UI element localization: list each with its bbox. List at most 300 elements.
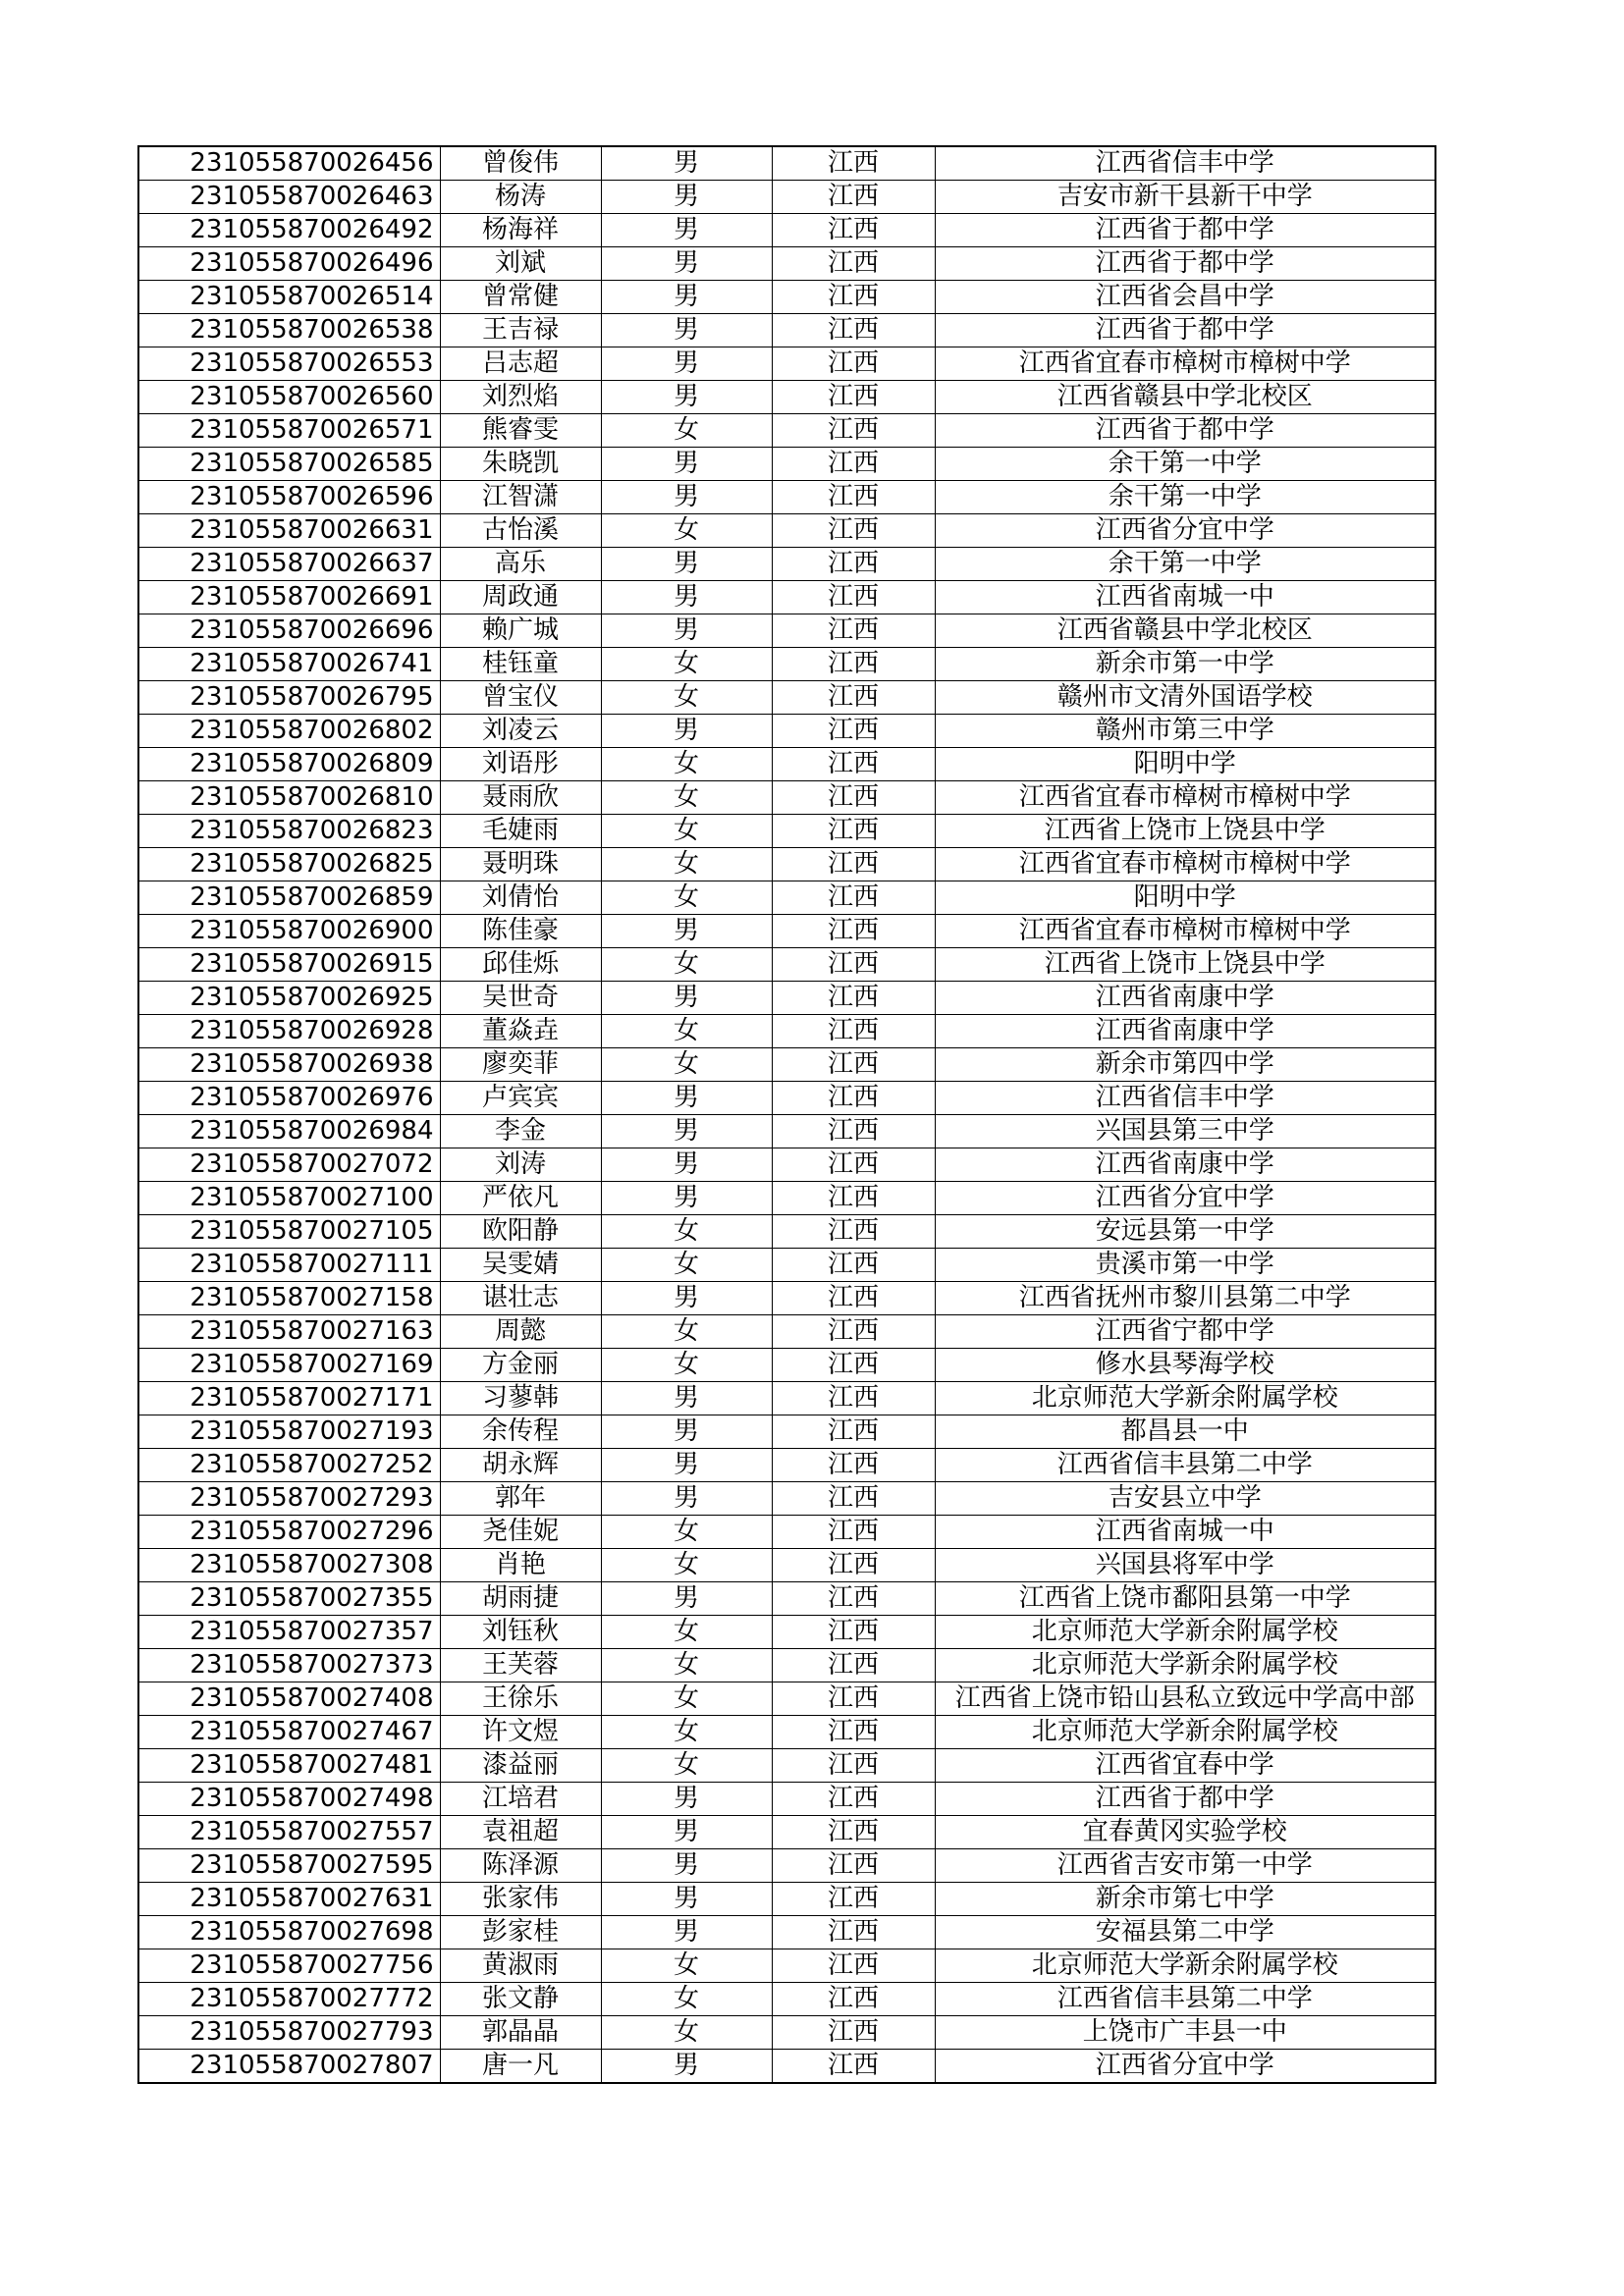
student-name-cell: 熊睿雯 xyxy=(440,414,601,448)
school-cell: 江西省分宜中学 xyxy=(935,1182,1435,1215)
school-cell: 兴国县第三中学 xyxy=(935,1115,1435,1148)
school-cell: 吉安县立中学 xyxy=(935,1482,1435,1516)
province-cell: 江西 xyxy=(772,1916,935,1949)
table-row xyxy=(138,748,1435,781)
school-cell: 余干第一中学 xyxy=(935,548,1435,581)
student-name-cell: 吕志超 xyxy=(440,347,601,381)
gender-cell: 男 xyxy=(601,1916,772,1949)
school-cell: 江西省南康中学 xyxy=(935,1148,1435,1182)
province-cell: 江西 xyxy=(772,614,935,648)
school-cell: 江西省信丰县第二中学 xyxy=(935,1983,1435,2016)
province-cell: 江西 xyxy=(772,548,935,581)
province-cell: 江西 xyxy=(772,1849,935,1883)
student-name-cell: 陈佳豪 xyxy=(440,915,601,948)
table-row xyxy=(138,1682,1435,1716)
gender-cell: 男 xyxy=(601,1282,772,1315)
table-row xyxy=(138,1482,1435,1516)
student-id-cell: 231055870027072 xyxy=(138,1148,440,1182)
student-id-cell: 231055870027296 xyxy=(138,1516,440,1549)
province-cell: 江西 xyxy=(772,381,935,414)
table-row xyxy=(138,414,1435,448)
province-cell: 江西 xyxy=(772,1616,935,1649)
student-id-cell: 231055870026463 xyxy=(138,181,440,214)
province-cell: 江西 xyxy=(772,1215,935,1249)
student-name-cell: 吴雯婧 xyxy=(440,1249,601,1282)
school-cell: 江西省于都中学 xyxy=(935,1783,1435,1816)
province-cell: 江西 xyxy=(772,146,935,181)
student-name-cell: 杨涛 xyxy=(440,181,601,214)
table-row xyxy=(138,1182,1435,1215)
table-row xyxy=(138,1382,1435,1415)
table-row xyxy=(138,715,1435,748)
student-name-cell: 古怡溪 xyxy=(440,514,601,548)
gender-cell: 男 xyxy=(601,448,772,481)
gender-cell: 男 xyxy=(601,1849,772,1883)
student-name-cell: 刘倩怡 xyxy=(440,881,601,915)
province-cell: 江西 xyxy=(772,1883,935,1916)
school-cell: 江西省分宜中学 xyxy=(935,514,1435,548)
province-cell: 江西 xyxy=(772,247,935,281)
province-cell: 江西 xyxy=(772,181,935,214)
table-row xyxy=(138,1549,1435,1582)
student-id-cell: 231055870026514 xyxy=(138,281,440,314)
student-name-cell: 胡雨捷 xyxy=(440,1582,601,1616)
school-cell: 江西省宜春市樟树市樟树中学 xyxy=(935,915,1435,948)
student-name-cell: 江培君 xyxy=(440,1783,601,1816)
gender-cell: 女 xyxy=(601,1616,772,1649)
table-row xyxy=(138,1783,1435,1816)
gender-cell: 男 xyxy=(601,2050,772,2084)
school-cell: 新余市第一中学 xyxy=(935,648,1435,681)
student-name-cell: 吴世奇 xyxy=(440,982,601,1015)
province-cell: 江西 xyxy=(772,715,935,748)
table-row xyxy=(138,2050,1435,2084)
school-cell: 江西省抚州市黎川县第二中学 xyxy=(935,1282,1435,1315)
gender-cell: 女 xyxy=(601,1949,772,1983)
province-cell: 江西 xyxy=(772,648,935,681)
table-row xyxy=(138,548,1435,581)
table-row xyxy=(138,1282,1435,1315)
province-cell: 江西 xyxy=(772,214,935,247)
gender-cell: 男 xyxy=(601,1115,772,1148)
gender-cell: 男 xyxy=(601,915,772,948)
student-name-cell: 黄淑雨 xyxy=(440,1949,601,1983)
table-row xyxy=(138,1582,1435,1616)
student-id-cell: 231055870027772 xyxy=(138,1983,440,2016)
gender-cell: 女 xyxy=(601,1516,772,1549)
gender-cell: 男 xyxy=(601,1449,772,1482)
school-cell: 江西省于都中学 xyxy=(935,247,1435,281)
province-cell: 江西 xyxy=(772,1449,935,1482)
student-name-cell: 袁祖超 xyxy=(440,1816,601,1849)
student-name-cell: 刘烈焰 xyxy=(440,381,601,414)
student-name-cell: 漆益丽 xyxy=(440,1749,601,1783)
student-id-cell: 231055870027252 xyxy=(138,1449,440,1482)
school-cell: 宜春黄冈实验学校 xyxy=(935,1816,1435,1849)
province-cell: 江西 xyxy=(772,1082,935,1115)
student-id-cell: 231055870027557 xyxy=(138,1816,440,1849)
table-row xyxy=(138,848,1435,881)
student-id-cell: 231055870026810 xyxy=(138,781,440,815)
student-id-cell: 231055870027408 xyxy=(138,1682,440,1716)
province-cell: 江西 xyxy=(772,781,935,815)
school-cell: 江西省宜春市樟树市樟树中学 xyxy=(935,848,1435,881)
student-name-cell: 卢宾宾 xyxy=(440,1082,601,1115)
gender-cell: 男 xyxy=(601,1883,772,1916)
gender-cell: 男 xyxy=(601,481,772,514)
school-cell: 江西省南城一中 xyxy=(935,581,1435,614)
table-row xyxy=(138,1415,1435,1449)
school-cell: 江西省上饶市上饶县中学 xyxy=(935,815,1435,848)
gender-cell: 女 xyxy=(601,681,772,715)
province-cell: 江西 xyxy=(772,1649,935,1682)
student-name-cell: 王徐乐 xyxy=(440,1682,601,1716)
student-id-cell: 231055870027357 xyxy=(138,1616,440,1649)
table-row xyxy=(138,881,1435,915)
province-cell: 江西 xyxy=(772,1983,935,2016)
school-cell: 江西省宜春市樟树市樟树中学 xyxy=(935,781,1435,815)
province-cell: 江西 xyxy=(772,948,935,982)
student-id-cell: 231055870027293 xyxy=(138,1482,440,1516)
student-id-cell: 231055870027308 xyxy=(138,1549,440,1582)
student-id-cell: 231055870026696 xyxy=(138,614,440,648)
gender-cell: 男 xyxy=(601,381,772,414)
gender-cell: 男 xyxy=(601,1816,772,1849)
gender-cell: 男 xyxy=(601,214,772,247)
table-row xyxy=(138,146,1435,181)
table-row xyxy=(138,181,1435,214)
table-row xyxy=(138,1816,1435,1849)
province-cell: 江西 xyxy=(772,448,935,481)
student-name-cell: 严依凡 xyxy=(440,1182,601,1215)
province-cell: 江西 xyxy=(772,1182,935,1215)
gender-cell: 男 xyxy=(601,1082,772,1115)
school-cell: 江西省南康中学 xyxy=(935,1015,1435,1048)
table-row xyxy=(138,481,1435,514)
student-name-cell: 高乐 xyxy=(440,548,601,581)
gender-cell: 女 xyxy=(601,1749,772,1783)
province-cell: 江西 xyxy=(772,1682,935,1716)
province-cell: 江西 xyxy=(772,1115,935,1148)
student-id-cell: 231055870026915 xyxy=(138,948,440,982)
gender-cell: 女 xyxy=(601,2016,772,2050)
table-row xyxy=(138,1516,1435,1549)
province-cell: 江西 xyxy=(772,1282,935,1315)
province-cell: 江西 xyxy=(772,2050,935,2084)
student-id-cell: 231055870026691 xyxy=(138,581,440,614)
student-id-cell: 231055870027111 xyxy=(138,1249,440,1282)
student-id-cell: 231055870026631 xyxy=(138,514,440,548)
school-cell: 江西省分宜中学 xyxy=(935,2050,1435,2084)
school-cell: 修水县琴海学校 xyxy=(935,1349,1435,1382)
school-cell: 新余市第四中学 xyxy=(935,1048,1435,1082)
table-row xyxy=(138,1949,1435,1983)
province-cell: 江西 xyxy=(772,314,935,347)
school-cell: 江西省赣县中学北校区 xyxy=(935,614,1435,648)
table-row xyxy=(138,1082,1435,1115)
school-cell: 江西省上饶市鄱阳县第一中学 xyxy=(935,1582,1435,1616)
gender-cell: 女 xyxy=(601,1349,772,1382)
province-cell: 江西 xyxy=(772,1582,935,1616)
school-cell: 江西省宜春市樟树市樟树中学 xyxy=(935,347,1435,381)
province-cell: 江西 xyxy=(772,915,935,948)
student-name-cell: 刘涛 xyxy=(440,1148,601,1182)
gender-cell: 女 xyxy=(601,1682,772,1716)
province-cell: 江西 xyxy=(772,1148,935,1182)
student-name-cell: 杨海祥 xyxy=(440,214,601,247)
gender-cell: 女 xyxy=(601,414,772,448)
student-id-cell: 231055870026928 xyxy=(138,1015,440,1048)
student-id-cell: 231055870027100 xyxy=(138,1182,440,1215)
student-id-cell: 231055870026859 xyxy=(138,881,440,915)
province-cell: 江西 xyxy=(772,1816,935,1849)
table-row xyxy=(138,448,1435,481)
student-name-cell: 曾宝仪 xyxy=(440,681,601,715)
table-row xyxy=(138,2016,1435,2050)
school-cell: 江西省上饶市上饶县中学 xyxy=(935,948,1435,982)
school-cell: 阳明中学 xyxy=(935,748,1435,781)
gender-cell: 女 xyxy=(601,1048,772,1082)
gender-cell: 女 xyxy=(601,1649,772,1682)
student-name-cell: 尧佳妮 xyxy=(440,1516,601,1549)
student-name-cell: 聂明珠 xyxy=(440,848,601,881)
gender-cell: 女 xyxy=(601,1549,772,1582)
student-id-cell: 231055870026560 xyxy=(138,381,440,414)
school-cell: 江西省南城一中 xyxy=(935,1516,1435,1549)
province-cell: 江西 xyxy=(772,1415,935,1449)
province-cell: 江西 xyxy=(772,347,935,381)
student-name-cell: 曾俊伟 xyxy=(440,146,601,181)
table-row xyxy=(138,915,1435,948)
table-row xyxy=(138,1015,1435,1048)
school-cell: 江西省上饶市铅山县私立致远中学高中部 xyxy=(935,1682,1435,1716)
student-id-cell: 231055870027171 xyxy=(138,1382,440,1415)
gender-cell: 女 xyxy=(601,748,772,781)
table-row xyxy=(138,1215,1435,1249)
school-cell: 吉安市新干县新干中学 xyxy=(935,181,1435,214)
table-row xyxy=(138,648,1435,681)
gender-cell: 男 xyxy=(601,982,772,1015)
school-cell: 江西省于都中学 xyxy=(935,214,1435,247)
gender-cell: 男 xyxy=(601,548,772,581)
table-row xyxy=(138,815,1435,848)
student-id-cell: 231055870026596 xyxy=(138,481,440,514)
gender-cell: 女 xyxy=(601,1716,772,1749)
school-cell: 赣州市文清外国语学校 xyxy=(935,681,1435,715)
student-id-cell: 231055870026496 xyxy=(138,247,440,281)
student-id-cell: 231055870027793 xyxy=(138,2016,440,2050)
student-name-cell: 余传程 xyxy=(440,1415,601,1449)
student-id-cell: 231055870026823 xyxy=(138,815,440,848)
table-row xyxy=(138,982,1435,1015)
school-cell: 安远县第一中学 xyxy=(935,1215,1435,1249)
student-id-cell: 231055870026809 xyxy=(138,748,440,781)
gender-cell: 女 xyxy=(601,1015,772,1048)
province-cell: 江西 xyxy=(772,481,935,514)
gender-cell: 女 xyxy=(601,948,772,982)
school-cell: 新余市第七中学 xyxy=(935,1883,1435,1916)
province-cell: 江西 xyxy=(772,1516,935,1549)
student-id-cell: 231055870026938 xyxy=(138,1048,440,1082)
student-id-cell: 231055870027105 xyxy=(138,1215,440,1249)
student-name-cell: 张家伟 xyxy=(440,1883,601,1916)
student-id-cell: 231055870027756 xyxy=(138,1949,440,1983)
province-cell: 江西 xyxy=(772,1249,935,1282)
table-row xyxy=(138,347,1435,381)
student-name-cell: 陈泽源 xyxy=(440,1849,601,1883)
table-row xyxy=(138,1349,1435,1382)
school-cell: 北京师范大学新余附属学校 xyxy=(935,1716,1435,1749)
student-name-cell: 桂钰童 xyxy=(440,648,601,681)
table-row xyxy=(138,214,1435,247)
school-cell: 江西省赣县中学北校区 xyxy=(935,381,1435,414)
school-cell: 江西省吉安市第一中学 xyxy=(935,1849,1435,1883)
student-id-cell: 231055870026492 xyxy=(138,214,440,247)
province-cell: 江西 xyxy=(772,1349,935,1382)
table-row xyxy=(138,1048,1435,1082)
student-id-cell: 231055870027631 xyxy=(138,1883,440,1916)
student-name-cell: 谌壮志 xyxy=(440,1282,601,1315)
student-name-cell: 周懿 xyxy=(440,1315,601,1349)
student-name-cell: 董焱垚 xyxy=(440,1015,601,1048)
province-cell: 江西 xyxy=(772,748,935,781)
student-id-cell: 231055870027169 xyxy=(138,1349,440,1382)
student-name-cell: 王吉禄 xyxy=(440,314,601,347)
province-cell: 江西 xyxy=(772,1482,935,1516)
gender-cell: 男 xyxy=(601,1415,772,1449)
gender-cell: 男 xyxy=(601,715,772,748)
school-cell: 安福县第二中学 xyxy=(935,1916,1435,1949)
gender-cell: 男 xyxy=(601,281,772,314)
gender-cell: 女 xyxy=(601,1983,772,2016)
gender-cell: 女 xyxy=(601,1215,772,1249)
school-cell: 兴国县将军中学 xyxy=(935,1549,1435,1582)
student-id-cell: 231055870027373 xyxy=(138,1649,440,1682)
student-id-cell: 231055870026571 xyxy=(138,414,440,448)
student-id-cell: 231055870026538 xyxy=(138,314,440,347)
school-cell: 江西省宜春中学 xyxy=(935,1749,1435,1783)
gender-cell: 女 xyxy=(601,514,772,548)
student-id-cell: 231055870026900 xyxy=(138,915,440,948)
school-cell: 阳明中学 xyxy=(935,881,1435,915)
student-id-cell: 231055870026795 xyxy=(138,681,440,715)
student-name-cell: 许文煜 xyxy=(440,1716,601,1749)
gender-cell: 男 xyxy=(601,1382,772,1415)
school-cell: 赣州市第三中学 xyxy=(935,715,1435,748)
province-cell: 江西 xyxy=(772,1549,935,1582)
gender-cell: 女 xyxy=(601,781,772,815)
province-cell: 江西 xyxy=(772,1783,935,1816)
table-row xyxy=(138,1449,1435,1482)
student-name-cell: 张文静 xyxy=(440,1983,601,2016)
gender-cell: 男 xyxy=(601,247,772,281)
gender-cell: 女 xyxy=(601,1315,772,1349)
student-name-cell: 郭晶晶 xyxy=(440,2016,601,2050)
gender-cell: 男 xyxy=(601,581,772,614)
school-cell: 余干第一中学 xyxy=(935,448,1435,481)
table-row xyxy=(138,1716,1435,1749)
student-name-cell: 聂雨欣 xyxy=(440,781,601,815)
gender-cell: 男 xyxy=(601,1582,772,1616)
province-cell: 江西 xyxy=(772,414,935,448)
student-name-cell: 郭年 xyxy=(440,1482,601,1516)
table-row xyxy=(138,614,1435,648)
student-name-cell: 江智潇 xyxy=(440,481,601,514)
table-row xyxy=(138,681,1435,715)
province-cell: 江西 xyxy=(772,681,935,715)
student-id-cell: 231055870026984 xyxy=(138,1115,440,1148)
table-row xyxy=(138,1983,1435,2016)
gender-cell: 女 xyxy=(601,648,772,681)
province-cell: 江西 xyxy=(772,514,935,548)
gender-cell: 男 xyxy=(601,614,772,648)
province-cell: 江西 xyxy=(772,581,935,614)
school-cell: 江西省南康中学 xyxy=(935,982,1435,1015)
school-cell: 江西省于都中学 xyxy=(935,314,1435,347)
student-id-cell: 231055870027807 xyxy=(138,2050,440,2084)
student-name-cell: 欧阳静 xyxy=(440,1215,601,1249)
student-name-cell: 肖艳 xyxy=(440,1549,601,1582)
gender-cell: 男 xyxy=(601,1182,772,1215)
student-id-cell: 231055870027163 xyxy=(138,1315,440,1349)
student-id-cell: 231055870027355 xyxy=(138,1582,440,1616)
student-id-cell: 231055870027467 xyxy=(138,1716,440,1749)
student-name-cell: 刘语彤 xyxy=(440,748,601,781)
student-name-cell: 彭家桂 xyxy=(440,1916,601,1949)
student-name-cell: 赖广城 xyxy=(440,614,601,648)
gender-cell: 女 xyxy=(601,815,772,848)
student-id-cell: 231055870026825 xyxy=(138,848,440,881)
school-cell: 北京师范大学新余附属学校 xyxy=(935,1382,1435,1415)
student-name-cell: 刘斌 xyxy=(440,247,601,281)
province-cell: 江西 xyxy=(772,982,935,1015)
gender-cell: 女 xyxy=(601,1249,772,1282)
student-name-cell: 廖奕菲 xyxy=(440,1048,601,1082)
student-id-cell: 231055870026585 xyxy=(138,448,440,481)
table-row xyxy=(138,381,1435,414)
table-row xyxy=(138,314,1435,347)
student-name-cell: 胡永辉 xyxy=(440,1449,601,1482)
province-cell: 江西 xyxy=(772,815,935,848)
student-name-cell: 方金丽 xyxy=(440,1349,601,1382)
roster-body xyxy=(138,146,1435,2083)
student-id-cell: 231055870026925 xyxy=(138,982,440,1015)
student-id-cell: 231055870027481 xyxy=(138,1749,440,1783)
province-cell: 江西 xyxy=(772,848,935,881)
student-id-cell: 231055870026456 xyxy=(138,146,440,181)
school-cell: 上饶市广丰县一中 xyxy=(935,2016,1435,2050)
student-name-cell: 唐一凡 xyxy=(440,2050,601,2084)
province-cell: 江西 xyxy=(772,1048,935,1082)
table-row xyxy=(138,1148,1435,1182)
school-cell: 都昌县一中 xyxy=(935,1415,1435,1449)
table-row xyxy=(138,1315,1435,1349)
table-row xyxy=(138,1849,1435,1883)
province-cell: 江西 xyxy=(772,2016,935,2050)
province-cell: 江西 xyxy=(772,881,935,915)
student-id-cell: 231055870027193 xyxy=(138,1415,440,1449)
table-row xyxy=(138,1115,1435,1148)
student-name-cell: 朱晓凯 xyxy=(440,448,601,481)
gender-cell: 女 xyxy=(601,848,772,881)
province-cell: 江西 xyxy=(772,281,935,314)
table-row xyxy=(138,514,1435,548)
student-id-cell: 231055870026553 xyxy=(138,347,440,381)
student-name-cell: 周政通 xyxy=(440,581,601,614)
school-cell: 北京师范大学新余附属学校 xyxy=(935,1649,1435,1682)
gender-cell: 男 xyxy=(601,1783,772,1816)
gender-cell: 男 xyxy=(601,347,772,381)
